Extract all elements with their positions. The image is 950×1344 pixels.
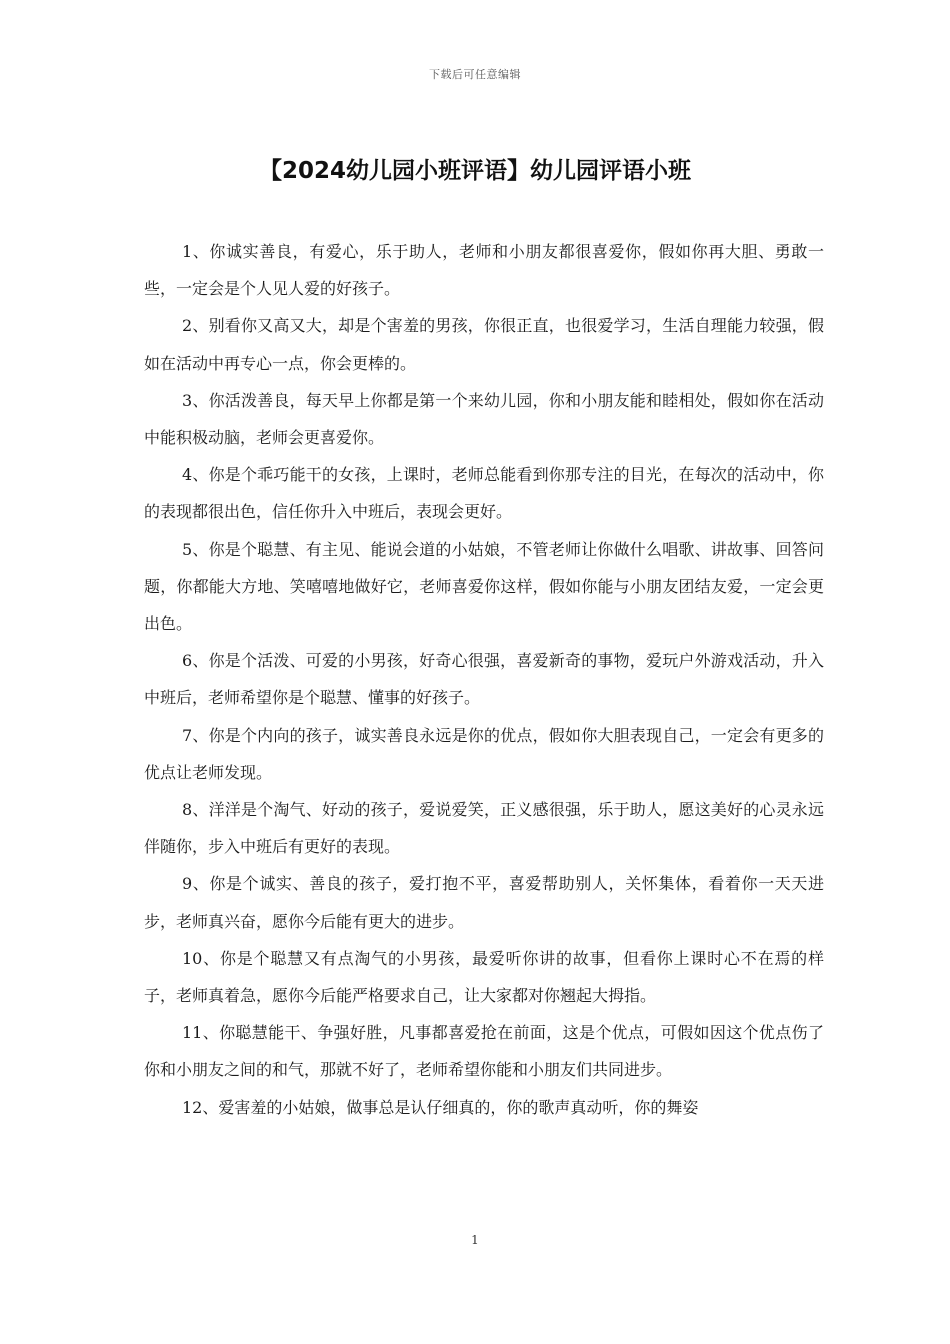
paragraph-11: 11、你聪慧能干、争强好胜，凡事都喜爱抢在前面，这是个优点，可假如因这个优点伤了你和小朋友之间的和气，那就不好了，老师希望你能和小朋友们共同进步。 (144, 1023, 824, 1080)
paragraph-6: 6、你是个活泼、可爱的小男孩，好奇心很强，喜爱新奇的事物，爱玩户外游戏活动，升入中班后，老师希望你是个聪慧、懂事的好孩子。 (144, 651, 824, 708)
paragraph-4: 4、你是个乖巧能干的女孩，上课时，老师总能看到你那专注的目光，在每次的活动中，你的表现都很出色，信任你升入中班后，表现会更好。 (144, 465, 824, 522)
paragraph-5: 5、你是个聪慧、有主见、能说会道的小姑娘，不管老师让你做什么唱歌、讲故事、回答问题，你都能大方地、笑嘻嘻地做好它，老师喜爱你这样，假如你能与小朋友团结友爱，一定会更出色。 (144, 539, 824, 634)
document-body (144, 233, 824, 1126)
paragraph-12: 12、爱害羞的小姑娘，做事总是认仔细真的，你的歌声真动听，你的舞姿 (182, 1097, 699, 1117)
page-number: 1 (471, 1233, 479, 1247)
paragraph-9: 9、你是个诚实、善良的孩子，爱打抱不平，喜爱帮助别人，关怀集体，看着你一天天进步，老师真兴奋，愿你今后能有更大的进步。 (144, 874, 824, 931)
header-note: 下载后可任意编辑 (429, 68, 521, 81)
paragraph-7: 7、你是个内向的孩子，诚实善良永远是你的优点，假如你大胆表现自己，一定会有更多的优点让老师发现。 (144, 725, 824, 782)
paragraph-8: 8、洋洋是个淘气、好动的孩子，爱说爱笑，正义感很强，乐于助人，愿这美好的心灵永远伴随你，步入中班后有更好的表现。 (144, 800, 824, 857)
document-title: 【2024幼儿园小班评语】幼儿园评语小班 (258, 158, 691, 184)
paragraph-3: 3、你活泼善良，每天早上你都是第一个来幼儿园，你和小朋友能和睦相处，假如你在活动中能积极动脑，老师会更喜爱你。 (144, 390, 824, 448)
paragraph-10: 10、你是个聪慧又有点淘气的小男孩，最爱听你讲的故事，但看你上课时心不在焉的样子，老师真着急，愿你今后能严格要求自己，让大家都对你翘起大拇指。 (144, 948, 824, 1006)
paragraph-2: 2、别看你又高又大，却是个害羞的男孩，你很正直，也很爱学习，生活自理能力较强，假如在活动中再专心一点，你会更棒的。 (144, 316, 824, 373)
paragraph-1: 1、你诚实善良，有爱心，乐于助人，老师和小朋友都很喜爱你，假如你再大胆、勇敢一些，一定会是个人见人爱的好孩子。 (144, 242, 824, 299)
